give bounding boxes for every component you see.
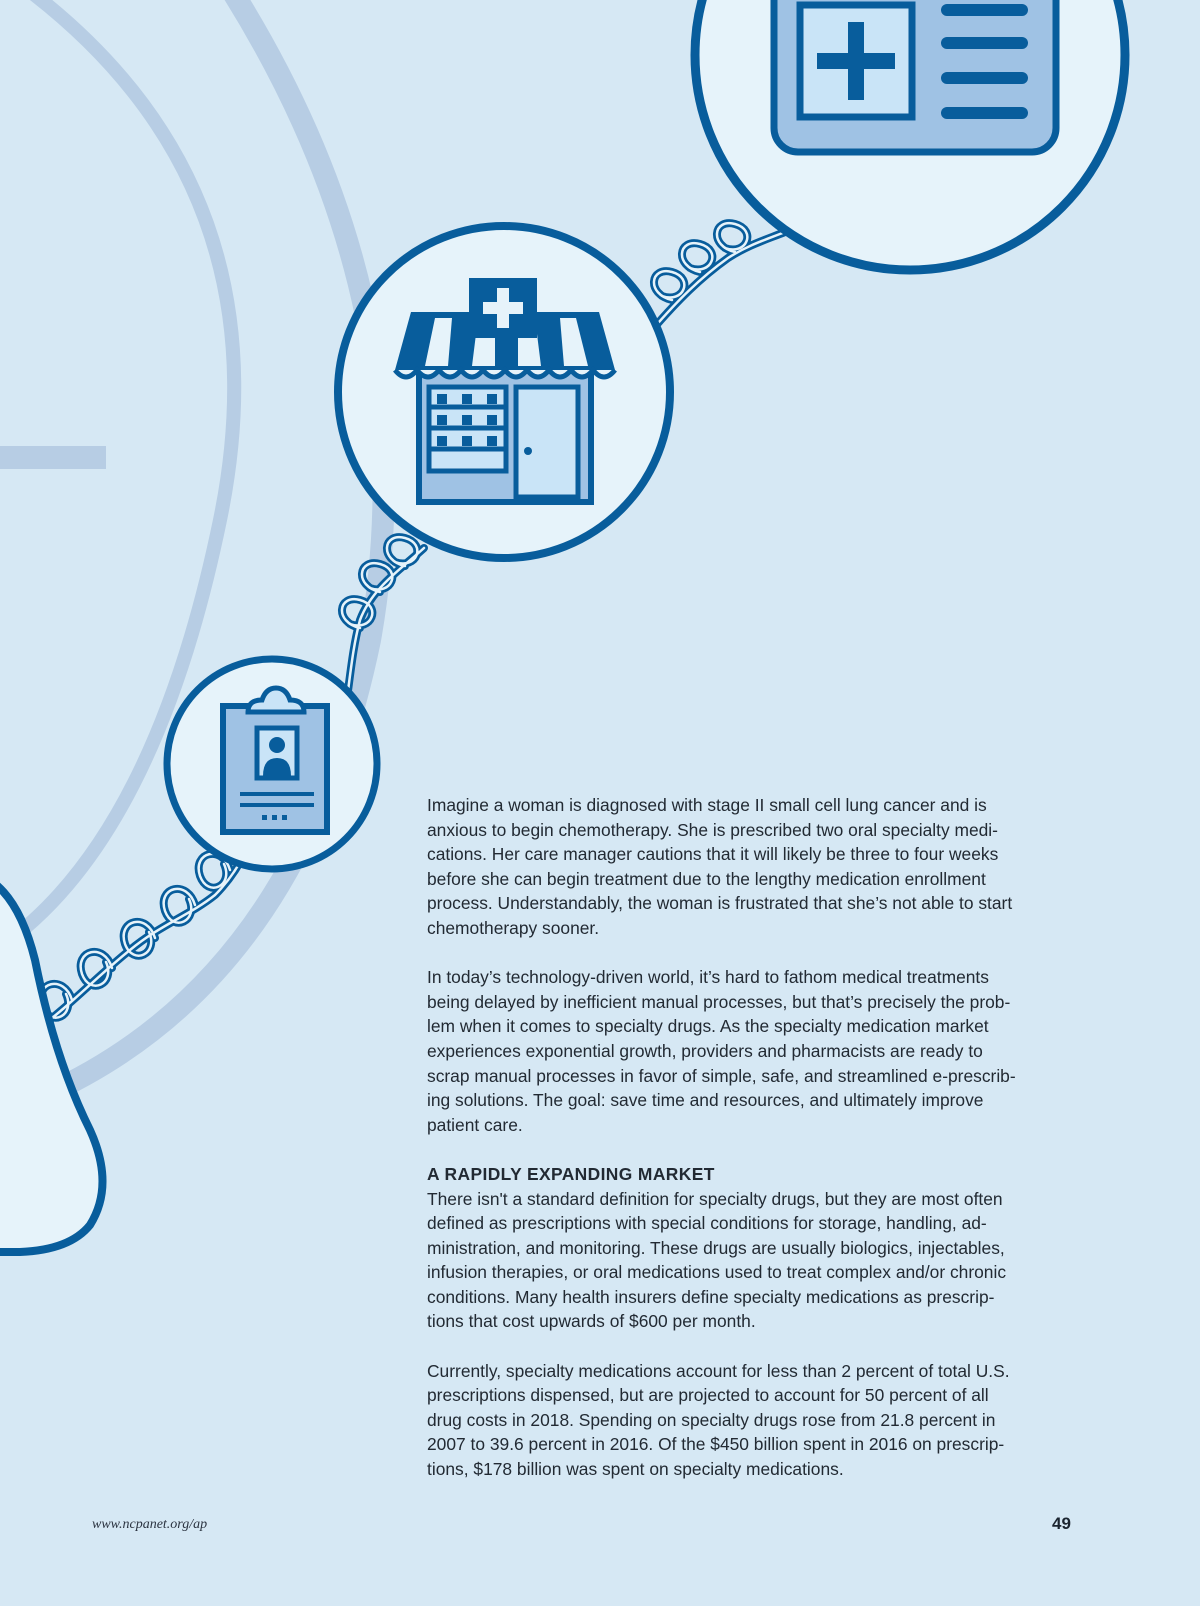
horizontal-bar bbox=[0, 446, 106, 469]
article-body bbox=[427, 793, 1082, 1482]
text-line: drug costs in 2018. Spending on specialty drugs rose from 21.8 percent in bbox=[427, 1409, 996, 1430]
text-line: Currently, specialty medications account for less than 2 percent of total U.S. bbox=[427, 1360, 1010, 1381]
paragraph-statistics bbox=[427, 1359, 1082, 1482]
text-line: ministration, and monitoring. These drugs are usually biologics, injectables, bbox=[427, 1237, 1005, 1258]
paragraph-technology bbox=[427, 965, 1082, 1137]
text-line: process. Understandably, the woman is frustrated that she’s not able to start bbox=[427, 893, 1013, 914]
text-line: scrap manual processes in favor of simple, safe, and streamlined e-prescrib- bbox=[427, 1065, 1016, 1086]
id-badge-icon bbox=[167, 659, 377, 869]
paragraph-definition bbox=[427, 1187, 1082, 1335]
text-line: Imagine a woman is diagnosed with stage II small cell lung cancer and is bbox=[427, 795, 987, 815]
text-line: prescriptions dispensed, but are projected to account for 50 percent of all bbox=[427, 1385, 989, 1406]
text-line: experiences exponential growth, providers and pharmacists are ready to bbox=[427, 1040, 983, 1061]
text-line: anxious to begin chemotherapy. She is prescribed two oral specialty medi- bbox=[427, 819, 998, 840]
footer-url-link[interactable]: www.ncpanet.org/ap bbox=[92, 1517, 208, 1532]
paragraph-spacer bbox=[427, 941, 1082, 966]
pharmacy-storefront-icon bbox=[338, 226, 670, 558]
text-line: ing solutions. The goal: save time and resources, and ultimately improve bbox=[427, 1090, 984, 1111]
text-line: tions, $178 billion was spent on specialty medications. bbox=[427, 1459, 844, 1480]
page-number: 49 bbox=[1052, 1514, 1071, 1533]
section-heading: A RAPIDLY EXPANDING MARKET bbox=[427, 1163, 715, 1184]
text-line: 2007 to 39.6 percent in 2016. Of the $450 billion spent in 2016 on prescrip- bbox=[427, 1434, 1005, 1455]
text-line: infusion therapies, or oral medications used to treat complex and/or chronic bbox=[427, 1262, 1007, 1283]
text-line: before she can begin treatment due to the lengthy medication enrollment bbox=[427, 868, 986, 889]
text-line: cations. Her care manager cautions that it will likely be three to four weeks bbox=[427, 844, 999, 865]
text-line: tions that cost upwards of $600 per month. bbox=[427, 1311, 756, 1332]
text-line: defined as prescriptions with special conditions for storage, handling, ad- bbox=[427, 1213, 987, 1234]
text-line: patient care. bbox=[427, 1114, 523, 1135]
text-line: conditions. Many health insurers define specialty medications as prescrip- bbox=[427, 1286, 995, 1307]
text-line: In today’s technology-driven world, it’s hard to fathom medical treatments bbox=[427, 967, 989, 988]
text-line: being delayed by inefficient manual processes, but that’s precisely the prob- bbox=[427, 991, 1011, 1012]
medical-record-card-icon bbox=[695, 0, 1125, 270]
background-arcs bbox=[0, 0, 384, 1095]
paragraph-spacer bbox=[427, 1137, 1082, 1162]
paragraph-spacer bbox=[427, 1334, 1082, 1359]
text-line: lem when it comes to specialty drugs. As the specialty medication market bbox=[427, 1016, 989, 1037]
text-line: There isn't a standard definition for specialty drugs, but they are most often bbox=[427, 1188, 1003, 1209]
text-line: chemotherapy sooner. bbox=[427, 917, 600, 938]
paragraph-intro bbox=[427, 793, 1082, 941]
